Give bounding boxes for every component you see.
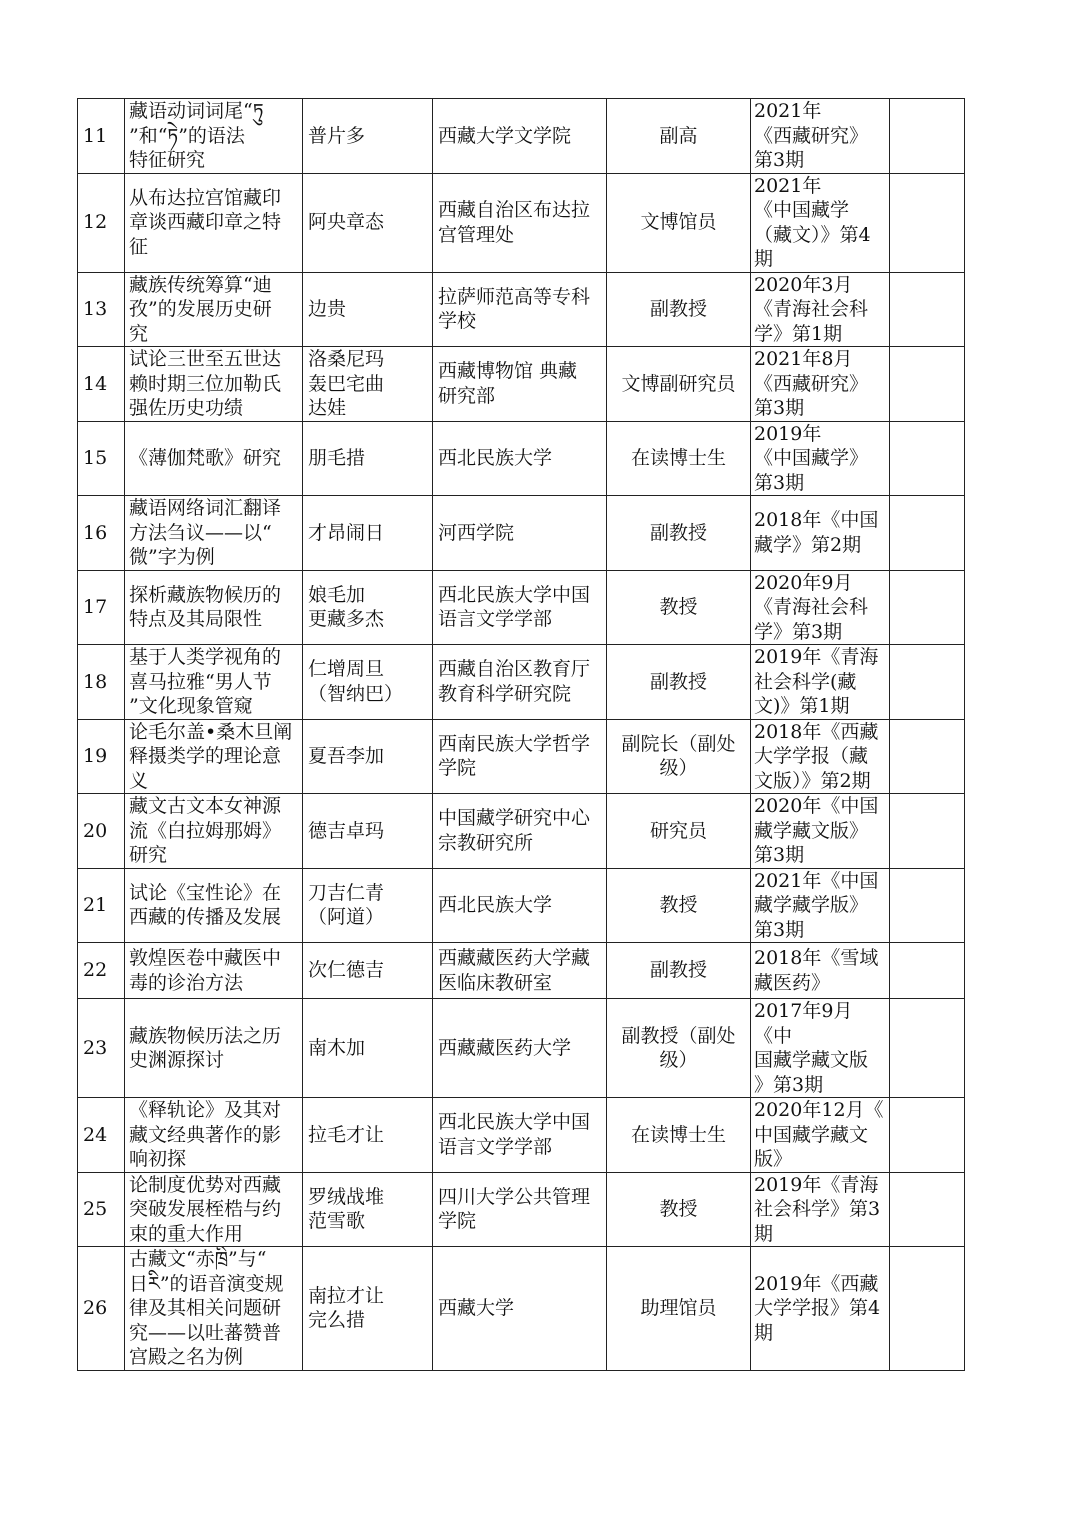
row-number: 13 xyxy=(78,272,125,347)
affiliation: 西藏自治区布达拉 宫管理处 xyxy=(433,173,607,272)
academic-rank: 助理馆员 xyxy=(607,1247,751,1371)
academic-rank: 副教授 xyxy=(607,943,751,999)
row-number: 19 xyxy=(78,719,125,794)
publication-info: 2020年《中国 藏学藏文版》 第3期 xyxy=(751,794,890,869)
table-row xyxy=(78,272,965,347)
row-number: 17 xyxy=(78,570,125,645)
paper-title: 藏文古文本女神源 流《白拉姆那姆》 研究 xyxy=(125,794,303,869)
table-row xyxy=(78,1098,965,1173)
author-name: 罗绒战堆 范雪歌 xyxy=(303,1172,433,1247)
affiliation: 西北民族大学 xyxy=(433,868,607,943)
paper-title: 试论《宝性论》在 西藏的传播及发展 xyxy=(125,868,303,943)
row-number: 21 xyxy=(78,868,125,943)
paper-title: 从布达拉宫馆藏印 章谈西藏印章之特 征 xyxy=(125,173,303,272)
academic-rank: 教授 xyxy=(607,868,751,943)
row-number: 23 xyxy=(78,999,125,1098)
publication-info: 2021年 《西藏研究》 第3期 xyxy=(751,99,890,174)
academic-rank: 文博副研究员 xyxy=(607,347,751,422)
note-cell xyxy=(890,645,965,720)
note-cell xyxy=(890,421,965,496)
note-cell xyxy=(890,173,965,272)
row-number: 16 xyxy=(78,496,125,571)
author-name: 娘毛加 更藏多杰 xyxy=(303,570,433,645)
author-name: 才昂闹日 xyxy=(303,496,433,571)
academic-rank: 副教授 xyxy=(607,645,751,720)
affiliation: 拉萨师范高等专科 学校 xyxy=(433,272,607,347)
table-row xyxy=(78,999,965,1098)
author-name: 普片多 xyxy=(303,99,433,174)
paper-title: 《薄伽梵歌》研究 xyxy=(125,421,303,496)
paper-title: 藏语动词词尾“ཏུ ”和“ཏེ”的语法 特征研究 xyxy=(125,99,303,174)
paper-title: 藏语网络词汇翻译 方法刍议——以“ 微”字为例 xyxy=(125,496,303,571)
table-row xyxy=(78,347,965,422)
row-number: 20 xyxy=(78,794,125,869)
author-name: 阿央章态 xyxy=(303,173,433,272)
academic-rank: 副教授 xyxy=(607,496,751,571)
note-cell xyxy=(890,496,965,571)
publication-info: 2020年12月《 中国藏学藏文 版》 xyxy=(751,1098,890,1173)
paper-title: 探析藏族物候历的 特点及其局限性 xyxy=(125,570,303,645)
table-row xyxy=(78,868,965,943)
paper-title: 基于人类学视角的 喜马拉雅“男人节 ”文化现象管窥 xyxy=(125,645,303,720)
note-cell xyxy=(890,868,965,943)
affiliation: 西藏自治区教育厅 教育科学研究院 xyxy=(433,645,607,720)
row-number: 24 xyxy=(78,1098,125,1173)
paper-title: 敦煌医卷中藏医中 毒的诊治方法 xyxy=(125,943,303,999)
publication-info: 2021年8月 《西藏研究》 第3期 xyxy=(751,347,890,422)
note-cell xyxy=(890,1247,965,1371)
row-number: 25 xyxy=(78,1172,125,1247)
affiliation: 西藏大学文学院 xyxy=(433,99,607,174)
note-cell xyxy=(890,272,965,347)
affiliation: 四川大学公共管理 学院 xyxy=(433,1172,607,1247)
paper-title: 论毛尔盖•桑木旦阐 释摄类学的理论意 义 xyxy=(125,719,303,794)
author-name: 洛桑尼玛 轰巴宅曲 达娃 xyxy=(303,347,433,422)
author-name: 南木加 xyxy=(303,999,433,1098)
table-row xyxy=(78,99,965,174)
table-row xyxy=(78,719,965,794)
affiliation: 河西学院 xyxy=(433,496,607,571)
author-name: 南拉才让 完么措 xyxy=(303,1247,433,1371)
academic-rank: 教授 xyxy=(607,1172,751,1247)
author-name: 德吉卓玛 xyxy=(303,794,433,869)
publication-info: 2021年《中国 藏学藏学版》 第3期 xyxy=(751,868,890,943)
publication-info: 2021年 《中国藏学 （藏文）》第4 期 xyxy=(751,173,890,272)
publication-info: 2020年9月 《青海社会科 学》第3期 xyxy=(751,570,890,645)
table-row xyxy=(78,173,965,272)
affiliation: 西藏藏医药大学 xyxy=(433,999,607,1098)
row-number: 26 xyxy=(78,1247,125,1371)
note-cell xyxy=(890,99,965,174)
author-name: 仁增周旦 （智纳巴） xyxy=(303,645,433,720)
publication-info: 2018年《西藏 大学学报（藏 文版）》第2期 xyxy=(751,719,890,794)
paper-title: 论制度优势对西藏 突破发展桎梏与约 束的重大作用 xyxy=(125,1172,303,1247)
publication-info: 2018年《中国 藏学》第2期 xyxy=(751,496,890,571)
academic-rank: 副教授（副处 级） xyxy=(607,999,751,1098)
row-number: 12 xyxy=(78,173,125,272)
affiliation: 西藏藏医药大学藏 医临床教研室 xyxy=(433,943,607,999)
publication-info: 2017年9月《中 国藏学藏文版 》第3期 xyxy=(751,999,890,1098)
publication-info: 2019年《西藏 大学学报》第4 期 xyxy=(751,1247,890,1371)
note-cell xyxy=(890,1098,965,1173)
author-name: 边贵 xyxy=(303,272,433,347)
paper-title: 藏族物候历法之历 史渊源探讨 xyxy=(125,999,303,1098)
row-number: 11 xyxy=(78,99,125,174)
row-number: 22 xyxy=(78,943,125,999)
affiliation: 西北民族大学 xyxy=(433,421,607,496)
affiliation: 西北民族大学中国 语言文学学部 xyxy=(433,1098,607,1173)
paper-title: 试论三世至五世达 赖时期三位加勒氏 强佐历史功绩 xyxy=(125,347,303,422)
affiliation: 西北民族大学中国 语言文学学部 xyxy=(433,570,607,645)
author-name: 朋毛措 xyxy=(303,421,433,496)
academic-rank: 研究员 xyxy=(607,794,751,869)
table-body xyxy=(78,99,965,1371)
author-name: 拉毛才让 xyxy=(303,1098,433,1173)
publication-info: 2019年《青海 社会科学(藏 文)》第1期 xyxy=(751,645,890,720)
paper-title: 藏族传统筹算“迪 孜”的发展历史研 究 xyxy=(125,272,303,347)
author-name: 夏吾李加 xyxy=(303,719,433,794)
publication-info: 2019年 《中国藏学》 第3期 xyxy=(751,421,890,496)
academic-rank: 副教授 xyxy=(607,272,751,347)
table-row xyxy=(78,570,965,645)
affiliation: 西藏大学 xyxy=(433,1247,607,1371)
table-row xyxy=(78,421,965,496)
affiliation: 西南民族大学哲学 学院 xyxy=(433,719,607,794)
paper-title: 《释轨论》及其对 藏文经典著作的影 响初探 xyxy=(125,1098,303,1173)
author-name: 刀吉仁青 （阿道） xyxy=(303,868,433,943)
table-row xyxy=(78,943,965,999)
table-row xyxy=(78,794,965,869)
records-table xyxy=(77,98,965,1371)
note-cell xyxy=(890,943,965,999)
table-row xyxy=(78,645,965,720)
author-name: 次仁德吉 xyxy=(303,943,433,999)
affiliation: 西藏博物馆 典藏 研究部 xyxy=(433,347,607,422)
academic-rank: 教授 xyxy=(607,570,751,645)
row-number: 15 xyxy=(78,421,125,496)
academic-rank: 副院长（副处 级） xyxy=(607,719,751,794)
row-number: 14 xyxy=(78,347,125,422)
paper-title: 古藏文“赤ཁྲི”与“ 日རི”的语音演变规 律及其相关问题研 究——以吐蕃赞普 宫殿之名为例 xyxy=(125,1247,303,1371)
publication-info: 2020年3月 《青海社会科 学》第1期 xyxy=(751,272,890,347)
note-cell xyxy=(890,347,965,422)
row-number: 18 xyxy=(78,645,125,720)
academic-rank: 在读博士生 xyxy=(607,1098,751,1173)
note-cell xyxy=(890,570,965,645)
academic-rank: 文博馆员 xyxy=(607,173,751,272)
academic-rank: 副高 xyxy=(607,99,751,174)
note-cell xyxy=(890,794,965,869)
publication-info: 2018年《雪域 藏医药》 xyxy=(751,943,890,999)
affiliation: 中国藏学研究中心 宗教研究所 xyxy=(433,794,607,869)
note-cell xyxy=(890,999,965,1098)
note-cell xyxy=(890,719,965,794)
table-row xyxy=(78,1247,965,1371)
table-row xyxy=(78,1172,965,1247)
note-cell xyxy=(890,1172,965,1247)
academic-rank: 在读博士生 xyxy=(607,421,751,496)
table-row xyxy=(78,496,965,571)
publication-info: 2019年《青海 社会科学》第3 期 xyxy=(751,1172,890,1247)
